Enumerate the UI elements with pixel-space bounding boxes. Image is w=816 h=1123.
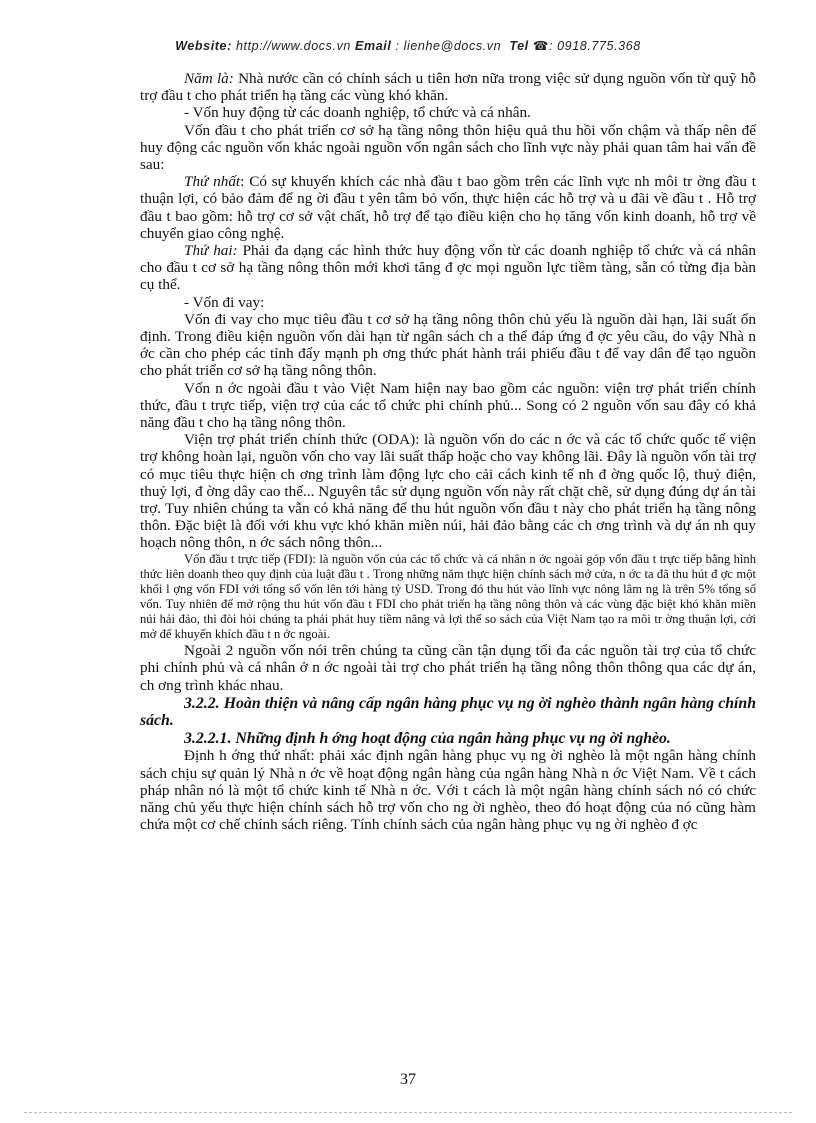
paragraph: Vốn đi vay cho mục tiêu đầu t cơ sở hạ tầng nông thôn chủ yếu là nguồn dài hạn, lãi suất ổn định. Trong điều kiện nguồn vốn dài hạn từ ngân sách ch a thể đáp ứng đ ợc yêu cầu, do vậy Nhà n ớc cần cho phép các tỉnh đẩy mạnh ph ơng thức phát hành trái phiếu đầu t để vay dân để tạo nguồn cho phát triển cơ sở hạ tầng nông thôn.	[140, 310, 756, 380]
phone-icon: ☎	[532, 39, 549, 53]
website-url[interactable]: http://www.docs.vn	[235, 39, 351, 53]
subsection-heading: 3.2.2.1. Những định h ớng hoạt động của ngân hàng phục vụ ng ời nghèo.	[184, 730, 671, 748]
footer-divider	[24, 1112, 792, 1113]
paragraph: - Vốn đi vay:	[184, 293, 265, 311]
tel-label: Tel	[509, 39, 529, 53]
paragraph: Vốn n ớc ngoài đầu t vào Việt Nam hiện nay bao gồm các nguồn: viện trợ phát triển chính thức, đầu t trực tiếp, viện trợ của các tổ chức phi chính phủ... Song có 2 nguồn vốn sau đây có khả năng đầu t cho hạ tầng nông thôn.	[140, 379, 756, 432]
section-heading: 3.2.2. Hoàn thiện và nâng cấp ngân hàng phục vụ ng ời nghèo thành ngân hàng chính sách.	[140, 694, 756, 730]
paragraph: Ngoài 2 nguồn vốn nói trên chúng ta cũng cần tận dụng tối đa các nguồn tài trợ của tổ chức phi chính phủ và cá nhân ở n ớc ngoài tài trợ cho phát triển hạ tầng nông thôn thông qua các dự án, ch ơng trình khác nhau.	[140, 642, 756, 694]
tel-number: : 0918.775.368	[548, 39, 641, 53]
document-body	[140, 70, 756, 833]
paragraph: Thứ hai: Phải đa dạng các hình thức huy động vốn từ các doanh nghiệp tổ chức và cá nhân cho đầu t cơ sở hạ tầng nông thôn mới khơi tăng đ ợc mọi nguồn lực tiềm tàng, sẵn có từng địa bàn cụ thể.	[140, 242, 757, 294]
paragraph: Năm là: Nhà nước cần có chính sách u tiên hơn nữa trong việc sử dụng nguồn vốn từ quỹ hỗ trợ đầu t cho phát triển hạ tầng các vùng khó khăn.	[140, 70, 757, 105]
paragraph-small: Vốn đầu t trực tiếp (FDI): là nguồn vốn của các tổ chức và cá nhân n ớc ngoài góp vốn đầu t trực tiếp bằng hình thức liên doanh theo quy định của luật đầu t . Trong những năm thực hiện chính sách mở cửa, n ớc ta đã thu hút đ ợc một khối l ợng vốn FDI với tổng số vốn lên tới hàng tỷ USD. Trong đó thu hút vào lĩnh vực nông lâm ng là trên 5% tổng số vốn. Tuy nhiên để mở rộng thu hút vốn đầu t FDI cho phát triển hạ tầng nông thôn và các vùng đặc biệt khó khăn miền núi hải đảo, thì đòi hỏi chúng ta phải phát huy tiềm năng và lợi thế so sách của Việt Nam tạo ra môi tr ờng thuận lợi, cởi mở để khuyến khích đầu t n ớc ngoài.	[140, 551, 756, 642]
email-address[interactable]: : lienhe@docs.vn	[395, 39, 502, 53]
email-label: Email	[355, 39, 392, 53]
paragraph: Viện trợ phát triển chính thức (ODA): là nguồn vốn do các n ớc và các tổ chức quốc tế viện trợ không hoàn lại, nguồn vốn cho vay lãi suất thấp hoặc cho vay không lãi. Đây là nguồn vốn tài trợ có mục tiêu thực hiện ch ơng trình làm động lực cho cải cách kinh tế nh đ ờng quốc lộ, thuỷ điện, thuỷ lợi, đ ờng dây cao thế... Nguyên tắc sử dụng nguồn vốn này rất chặt chẽ, sử dụng đúng dự án tài trợ. Tuy nhiên chúng ta vẫn có khả năng để thu hút nguồn vốn đầu t này cho phát triển hạ tầng nông thôn. Đặc biệt là đối với khu vực khó khăn miền núi, hải đảo bằng các ch ơng trình và dự án nh quy hoạch nông thôn, n ớc sách nông thôn...	[140, 431, 756, 552]
paragraph: Thứ nhất: Có sự khuyến khích các nhà đầu t bao gồm trên các lĩnh vực nh môi tr ờng đầu t thuận lợi, có bảo đảm để ng ời đầu t yên tâm bỏ vốn, thực hiện các hỗ trợ và u đãi về đầu t . Hỗ trợ đầu t bao gồm: hỗ trợ cơ sở vật chất, hỗ trợ để tạo điều kiện cho họ tăng vốn kinh doanh, hỗ trợ về chuyển giao công nghệ.	[140, 173, 756, 242]
paragraph: - Vốn huy động từ các doanh nghiệp, tổ chức và cá nhân.	[184, 104, 531, 122]
website-label: Website:	[175, 39, 232, 53]
page-number: 37	[400, 1071, 416, 1088]
paragraph: Định h ớng thứ nhất: phải xác định ngân hàng phục vụ ng ời nghèo là một ngân hàng chính sách chịu sự quản lý Nhà n ớc về hoạt động ngân hàng của ngân hàng Nhà n ớc Việt Nam. Về t cách pháp nhân nó là một tổ chức kinh tế Nhà n ớc. Với t cách là một ngân hàng chính sách nó có chức năng chủ yếu thực hiện chính sách hỗ trợ vốn cho ng ời nghèo, theo đó hoạt động của nó cũng hàm chứa một cơ chế chính sách riêng. Tính chính sách của ngân hàng phục vụ ng ời nghèo đ ợc	[140, 747, 756, 834]
paragraph: Vốn đầu t cho phát triển cơ sở hạ tầng nông thôn hiệu quả thu hồi vốn chậm và thấp nên để huy động các nguồn vốn khác ngoài nguồn vốn ngân sách cho lĩnh vực này phải quan tâm hai vấn đề sau:	[140, 121, 756, 174]
page-header	[0, 38, 816, 53]
